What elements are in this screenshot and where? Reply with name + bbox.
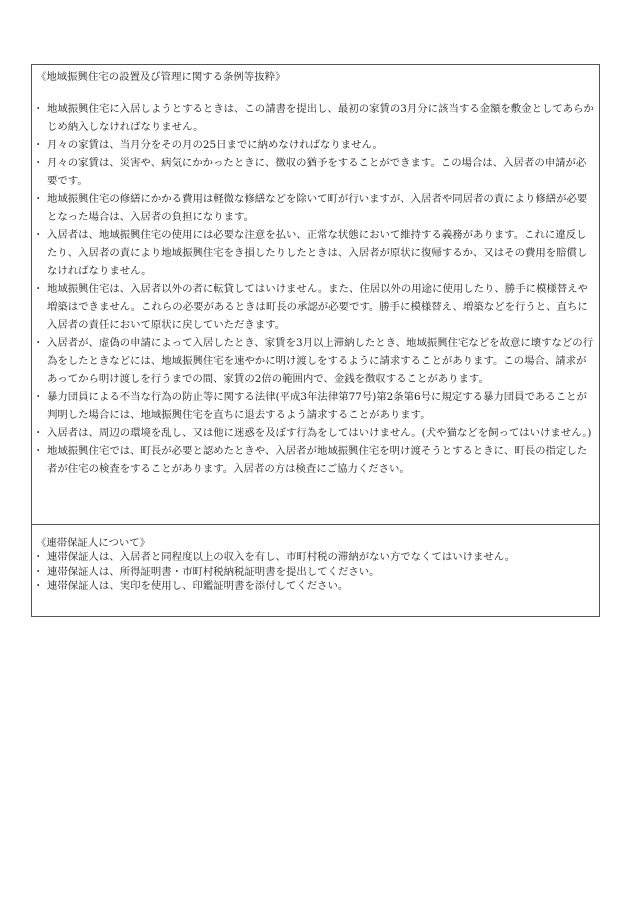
regulation-item: ・ 暴力団員による不当な行為の防止等に関する法律(平成3年法律第77号)第2条第6号に規定する暴力団員であることが判明した場合には、地域振興住宅を直ちに退去するよう請求することがあります。: [36, 388, 595, 424]
guarantor-item: ・ 連帯保証人は、入居者と同程度以上の収入を有し、市町村税の滞納がない方でなくてはいけません。: [36, 550, 595, 565]
regulations-list: [36, 100, 595, 478]
document-box: [31, 64, 600, 617]
guarantor-list: [36, 550, 595, 594]
regulation-item: ・ 地域振興住宅は、入居者以外の者に転貸してはいけません。また、住居以外の用途に使用したり、勝手に模様替えや増築はできません。これらの必要があるときは町長の承認が必要です。勝手に模様替え、増築などを行うと、直ちに入居者の責任において原状に戻していただきます。: [36, 280, 595, 334]
regulation-item: ・ 地域振興住宅に入居しようとするときは、この請書を提出し、最初の家賃の3月分に該当する金額を敷金としてあらかじめ納入しなければなりません。: [36, 100, 595, 136]
regulation-item: ・ 入居者は、周辺の環境を乱し、又は他に迷惑を及ぼす行為をしてはいけません。(犬や猫などを飼ってはいけません。): [36, 424, 595, 442]
regulations-heading: 《地域振興住宅の設置及び管理に関する条例等抜粋》: [36, 71, 286, 83]
guarantor-section: [32, 525, 599, 616]
regulation-item: ・ 地域振興住宅の修繕にかかる費用は軽微な修繕などを除いて町が行いますが、入居者や同居者の責により修繕が必要となった場合は、入居者の負担になります。: [36, 190, 595, 226]
guarantor-heading: 《連帯保証人について》: [36, 537, 151, 549]
guarantor-item: ・ 連帯保証人は、所得証明書・市町村税納税証明書を提出してください。: [36, 565, 595, 580]
regulation-item: ・ 地域振興住宅では、町長が必要と認めたときや、入居者が地域振興住宅を明け渡そうとするときに、町長の指定した者が住宅の検査をすることがあります。入居者の方は検査にご協力ください。: [36, 442, 595, 478]
regulation-item: ・ 月々の家賃は、当月分をその月の25日までに納めなければなりません。: [36, 136, 595, 154]
guarantor-item: ・ 連帯保証人は、実印を使用し、印鑑証明書を添付してください。: [36, 579, 595, 594]
regulation-item: ・ 入居者が、虚偽の申請によって入居したとき、家賃を3月以上滞納したとき、地域振興住宅などを故意に壊すなどの行為をしたときなどには、地域振興住宅を速やかに明け渡しをするように請求することがあります。この場合、請求があってから明け渡しを行うまでの間、家賃の2倍の範囲内で、金銭を徴収することがあります。: [36, 334, 595, 388]
regulations-section: [32, 65, 599, 525]
regulation-item: ・ 入居者は、地域振興住宅の使用には必要な注意を払い、正常な状態において維持する義務があります。これに違反したり、入居者の責により地域振興住宅をき損したりしたときは、入居者が原状に復帰するか、又はその費用を賠償しなければなりません。: [36, 226, 595, 280]
regulation-item: ・ 月々の家賃は、災害や、病気にかかったときに、徴収の猶予をすることができます。この場合は、入居者の申請が必要です。: [36, 154, 595, 190]
